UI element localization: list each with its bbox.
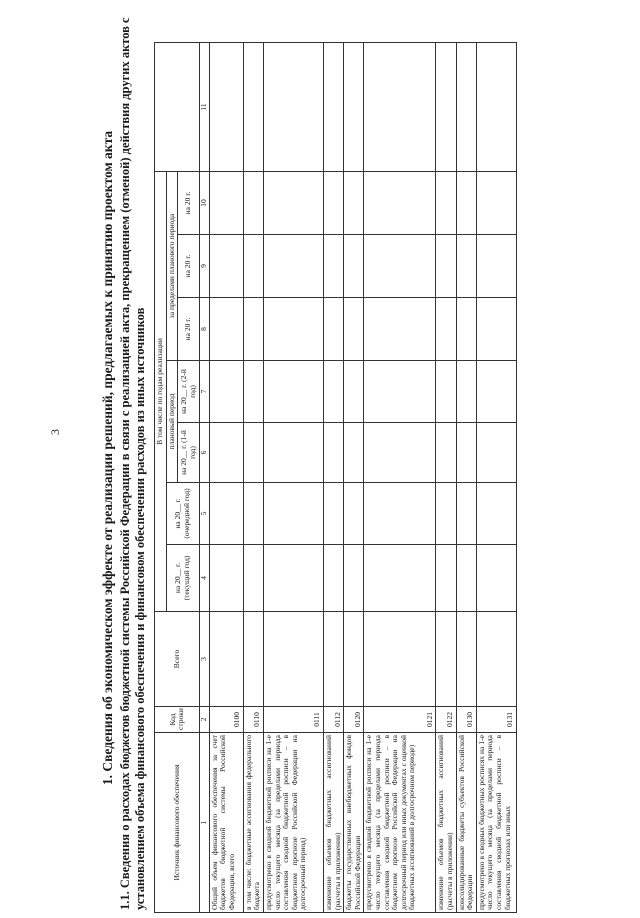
row-source: в том числе: бюджетные ассигнования федерального бюджета [243,733,263,913]
col-number: 2 [200,707,210,733]
empty-cell [243,423,263,483]
col-number: 7 [200,361,210,423]
empty-cell [456,545,476,612]
table-row [209,42,243,912]
empty-cell [456,612,476,707]
empty-cell [436,298,456,361]
empty-cell [456,423,476,483]
empty-cell [323,612,343,707]
empty-cell [456,361,476,423]
empty-cell [263,545,323,612]
empty-cell [456,235,476,298]
empty-cell [243,171,263,234]
empty-cell [436,423,456,483]
empty-cell [209,298,243,361]
empty-cell [344,361,364,423]
empty-cell [243,545,263,612]
table-row [436,42,456,912]
col-number: 10 [200,171,210,234]
empty-cell [476,545,516,612]
empty-cell [344,483,364,545]
empty-cell [243,42,263,171]
empty-cell [344,298,364,361]
empty-cell [344,235,364,298]
empty-cell [209,171,243,234]
row-source: Общий объем финансового обеспечения за счет бюджетов бюджетной системы Российской Федерации, всего [209,733,243,913]
empty-cell [364,612,436,707]
empty-cell [364,483,436,545]
empty-cell [456,42,476,171]
empty-cell [263,483,323,545]
subsection-title: 1.1. Сведения о расходах бюджетов бюджетной системы Российской Федерации в связи с реализацией акта, прекращением (отменой) действия других актов с установлением объема финансового обеспечения и финансовом обеспечении расходов из иных источников [118,17,147,910]
row-source: бюджеты государственных внебюджетных фондов Российской Федерации [344,733,364,913]
table-row [323,42,343,912]
empty-cell [364,361,436,423]
empty-cell [476,612,516,707]
row-code: 0100 [209,707,243,733]
empty-cell [344,171,364,234]
row-source: предусмотрено в сводной бюджетной росписи на 1-е число текущего месяца (за пределами периода составления сводной бюджетной росписи – в бюджетном прогнозе Российской Федерации на долгосрочный период или иных документах с оценкой бюджетных ассигнований в долгосрочном периоде) [364,733,436,913]
empty-cell [344,612,364,707]
row-source: изменение объемов бюджетных ассигнований (расчеты в приложении) [323,733,343,913]
empty-cell [263,171,323,234]
row-code: 0112 [323,707,343,733]
empty-cell [436,545,456,612]
header-by-year: В том числе по годам реализации [155,171,167,611]
empty-cell [209,423,243,483]
header-plan-period: плановый период [166,361,178,483]
empty-cell [243,612,263,707]
empty-cell [344,423,364,483]
empty-cell [476,42,516,171]
empty-cell [323,545,343,612]
empty-cell [263,612,323,707]
header-current-year: на 20__ г. (текущий год) [166,545,200,612]
empty-cell [364,298,436,361]
empty-cell [209,612,243,707]
row-source: консолидированные бюджеты субъектов Российской Федерации [456,733,476,913]
empty-cell [243,298,263,361]
empty-cell [263,361,323,423]
row-code: 0131 [476,707,516,733]
empty-cell [436,483,456,545]
empty-cell [209,42,243,171]
col-number: 9 [200,235,210,298]
empty-cell [243,235,263,298]
empty-cell [263,235,323,298]
header-year-10: на 20 г. [178,171,200,234]
empty-cell [344,42,364,171]
col-number: 8 [200,298,210,361]
empty-cell [263,42,323,171]
row-code: 0110 [243,707,263,733]
empty-cell [243,483,263,545]
table-row [263,42,323,912]
empty-cell [243,361,263,423]
empty-cell [436,361,456,423]
empty-cell [323,171,343,234]
empty-cell [456,483,476,545]
col-number: 11 [200,42,210,171]
row-source: предусмотрено в сводных бюджетных росписях на 1-е число текущего месяца (за пределами периода составления сводной бюджетной росписи – в бюджетных прогнозах или иных [476,733,516,913]
empty-cell [209,235,243,298]
empty-cell [364,171,436,234]
header-extra [155,42,200,171]
empty-cell [436,235,456,298]
table-row [456,42,476,912]
header-beyond: за пределами планового периода [166,171,178,360]
header-total: Всего [155,612,200,707]
row-code: 0120 [344,707,364,733]
empty-cell [364,235,436,298]
empty-cell [436,612,456,707]
page-number: 3 [48,429,62,435]
empty-cell [476,235,516,298]
table-row [344,42,364,912]
empty-cell [456,171,476,234]
empty-cell [456,298,476,361]
empty-cell [323,361,343,423]
empty-cell [263,423,323,483]
empty-cell [476,298,516,361]
col-number: 5 [200,483,210,545]
col-number: 1 [200,733,210,913]
header-plan-2: на 20__ г. (2-й год) [178,361,200,423]
empty-cell [476,171,516,234]
header-next-year: на 20__ г. (очередной год) [166,483,200,545]
row-code: 0111 [263,707,323,733]
empty-cell [209,483,243,545]
empty-cell [364,42,436,171]
empty-cell [364,423,436,483]
empty-cell [323,42,343,171]
header-plan-1: на 20__ г. (1-й год) [178,423,200,483]
empty-cell [323,298,343,361]
header-year-8: на 20 г. [178,298,200,361]
empty-cell [476,483,516,545]
expenses-table [154,42,517,913]
empty-cell [364,545,436,612]
header-code: Код строки [155,707,200,733]
section-title: 1. Сведения об экономическом эффекте от реализации решений, предлагаемых к принятию проектом акта [100,130,115,786]
row-code: 0122 [436,707,456,733]
empty-cell [323,483,343,545]
row-code: 0121 [364,707,436,733]
empty-cell [209,361,243,423]
empty-cell [263,298,323,361]
empty-cell [323,423,343,483]
col-number: 3 [200,612,210,707]
table-row [476,42,516,912]
empty-cell [323,235,343,298]
empty-cell [344,545,364,612]
table-row [364,42,436,912]
col-number: 4 [200,545,210,612]
header-source: Источник финансового обеспечения [155,733,200,913]
table-row [243,42,263,912]
col-number: 6 [200,423,210,483]
row-code: 0130 [456,707,476,733]
row-source: предусмотрено в сводной бюджетной росписи на 1-е число текущего месяца (за пределами периода составления сводной бюджетной росписи – в бюджетном прогнозе Российской Федерации на долгосрочный период) [263,733,323,913]
empty-cell [209,545,243,612]
empty-cell [436,171,456,234]
empty-cell [476,361,516,423]
empty-cell [436,42,456,171]
row-source: изменение объемов бюджетных ассигнований (расчеты в приложении) [436,733,456,913]
header-year-9: на 20 г. [178,235,200,298]
empty-cell [476,423,516,483]
